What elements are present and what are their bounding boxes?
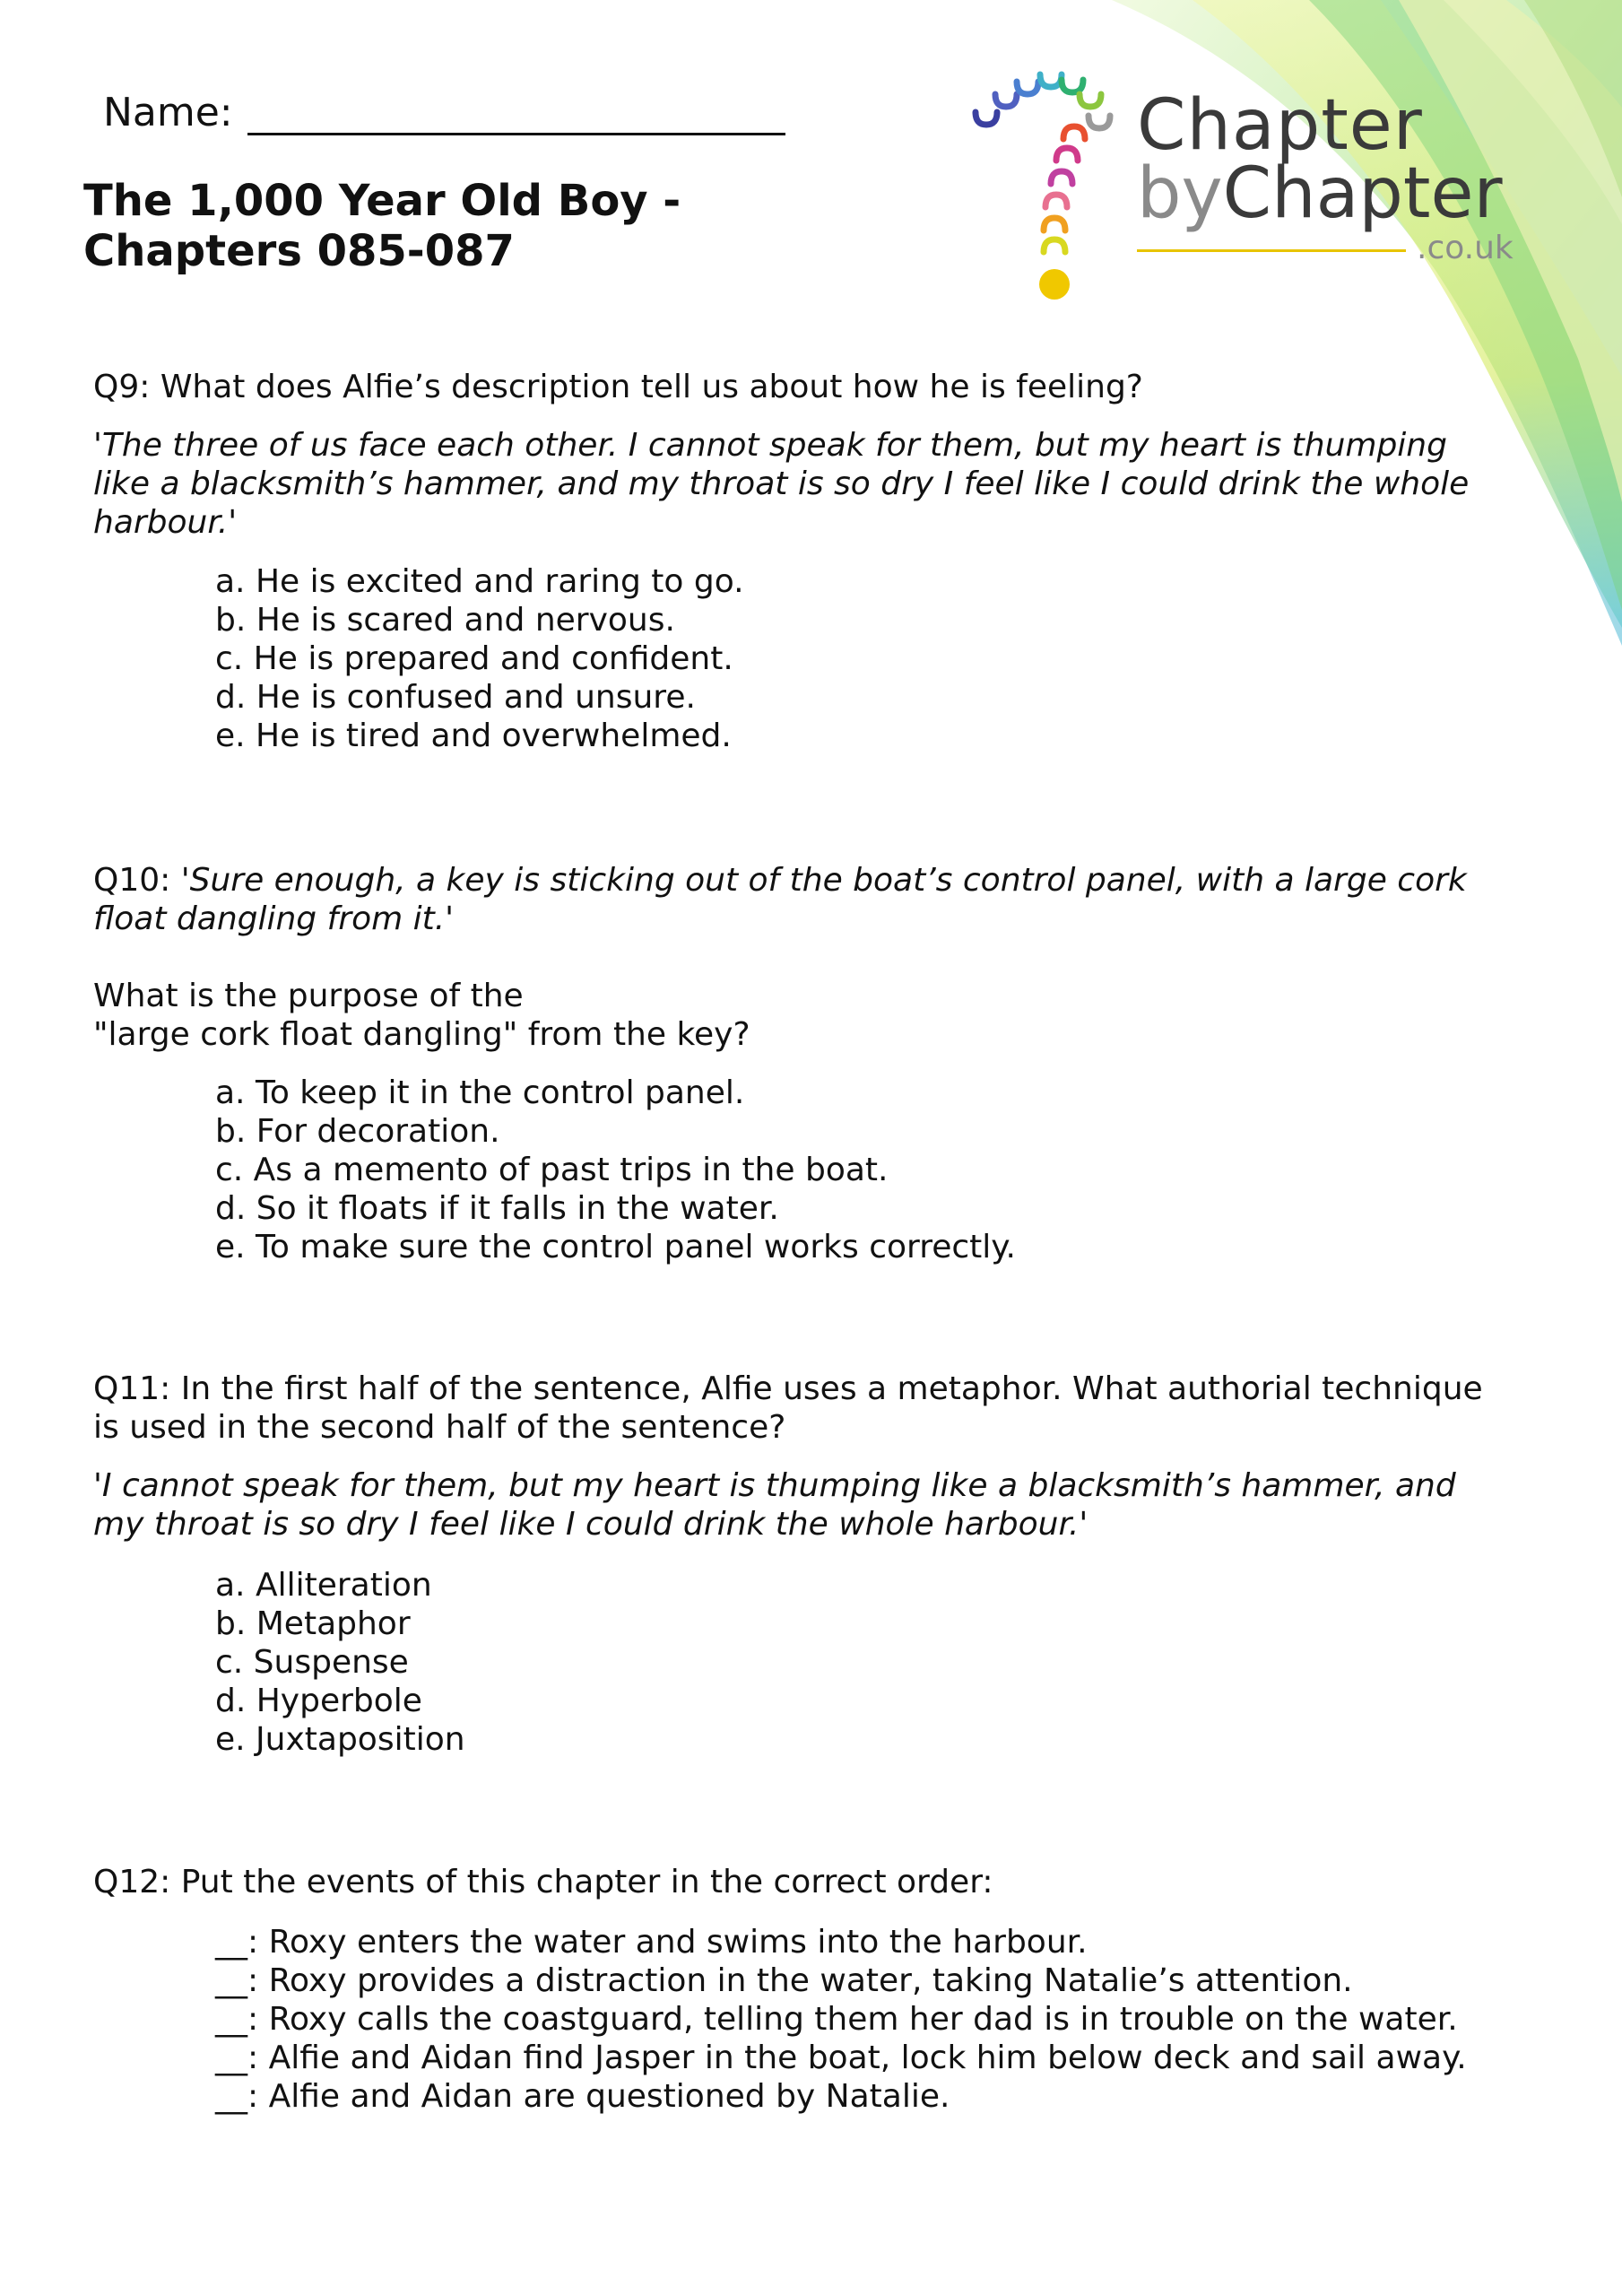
q11-option-a[interactable]: a. Alliteration — [215, 1567, 432, 1604]
logo-domain: .co.uk — [1417, 230, 1514, 266]
q9-option-a[interactable]: a. He is excited and raring to go. — [215, 563, 744, 600]
q9-option-b[interactable]: b. He is scared and nervous. — [215, 602, 675, 639]
q10-quote — [93, 861, 1528, 938]
q10-option-a[interactable]: a. To keep it in the control panel. — [215, 1074, 745, 1111]
logo-underline — [1137, 249, 1406, 252]
q9-quote-line: harbour.' — [93, 504, 238, 541]
title-line-2: Chapters 085-087 — [83, 226, 515, 276]
q9-question: Q9: What does Alfie’s description tell us about how he is feeling? — [93, 369, 1143, 405]
logo-line-1: Chapter — [1137, 85, 1423, 166]
q11-option-e[interactable]: e. Juxtaposition — [215, 1721, 465, 1758]
q9-option-c[interactable]: c. He is prepared and confident. — [215, 640, 733, 677]
q11-quote-line-2: my throat is so dry I feel like I could drink the whole harbour.' — [93, 1506, 1089, 1543]
q11-option-c[interactable]: c. Suspense — [215, 1644, 409, 1681]
q10-option-e[interactable]: e. To make sure the control panel works correctly. — [215, 1229, 1016, 1265]
q10-label: Q10: — [93, 862, 181, 899]
q12-event-5[interactable]: __: Alfie and Aidan are questioned by Natalie. — [215, 2078, 950, 2115]
logo-line-2 — [1137, 153, 1503, 234]
q11-question-line-2: is used in the second half of the sentence? — [93, 1409, 786, 1446]
chapter-by-chapter-logo-text — [1137, 85, 1514, 266]
q9-options — [215, 562, 744, 755]
q11-question-line-1: Q11: In the first half of the sentence, Alfie uses a metaphor. What authorial technique — [93, 1370, 1483, 1407]
chapter-by-chapter-logo-icon — [959, 49, 1139, 318]
q11-quote — [93, 1466, 1528, 1544]
q12-options — [215, 1923, 1467, 2116]
worksheet-title — [83, 176, 681, 276]
name-label: Name: — [103, 90, 233, 135]
question-12 — [93, 1863, 1528, 1901]
q10-options — [215, 1074, 1016, 1266]
q9-option-d[interactable]: d. He is confused and unsure. — [215, 679, 696, 716]
name-blank-line[interactable] — [247, 90, 785, 135]
q9-quote-line: 'The three of us face each other. I cannot speak for them, but my heart is thumping — [93, 427, 1447, 464]
q12-question: Q12: Put the events of this chapter in the correct order: — [93, 1864, 993, 1900]
q11-options — [215, 1566, 465, 1759]
name-field-label — [103, 90, 785, 135]
question-9 — [93, 368, 1528, 542]
logo-line-2-rest: Chapter — [1222, 153, 1503, 234]
q10-option-c[interactable]: c. As a memento of past trips in the boat. — [215, 1152, 889, 1188]
q9-quote-line: like a blacksmith’s hammer, and my throat is so dry I feel like I could drink the whole — [93, 465, 1470, 502]
q10-quote-line-1: 'Sure enough, a key is sticking out of the boat’s control panel, with a large cork — [180, 862, 1467, 899]
q9-quote — [93, 426, 1528, 542]
q10-option-d[interactable]: d. So it floats if it falls in the water. — [215, 1190, 779, 1227]
question-10 — [93, 861, 1528, 1054]
q10-question-line-2: "large cork float dangling" from the key? — [93, 1016, 750, 1053]
q11-quote-line-1: 'I cannot speak for them, but my heart is thumping like a blacksmith’s hammer, and — [93, 1467, 1456, 1504]
q12-event-2[interactable]: __: Roxy provides a distraction in the water, taking Natalie’s attention. — [215, 1962, 1353, 1999]
q10-question — [93, 977, 1528, 1054]
q11-option-d[interactable]: d. Hyperbole — [215, 1683, 422, 1719]
title-line-1: The 1,000 Year Old Boy - — [83, 176, 681, 226]
q10-quote-line-2: float dangling from it.' — [93, 900, 455, 937]
logo-by: by — [1137, 153, 1223, 234]
q10-option-b[interactable]: b. For decoration. — [215, 1113, 500, 1150]
q9-option-e[interactable]: e. He is tired and overwhelmed. — [215, 718, 732, 754]
q11-option-b[interactable]: b. Metaphor — [215, 1605, 411, 1642]
question-11 — [93, 1370, 1528, 1544]
q12-event-1[interactable]: __: Roxy enters the water and swims into the harbour. — [215, 1924, 1088, 1961]
q12-event-4[interactable]: __: Alfie and Aidan find Jasper in the boat, lock him below deck and sail away. — [215, 2039, 1467, 2076]
q12-event-3[interactable]: __: Roxy calls the coastguard, telling them her dad is in trouble on the water. — [215, 2001, 1458, 2038]
q11-question — [93, 1370, 1528, 1447]
q10-question-line-1: What is the purpose of the — [93, 978, 524, 1014]
